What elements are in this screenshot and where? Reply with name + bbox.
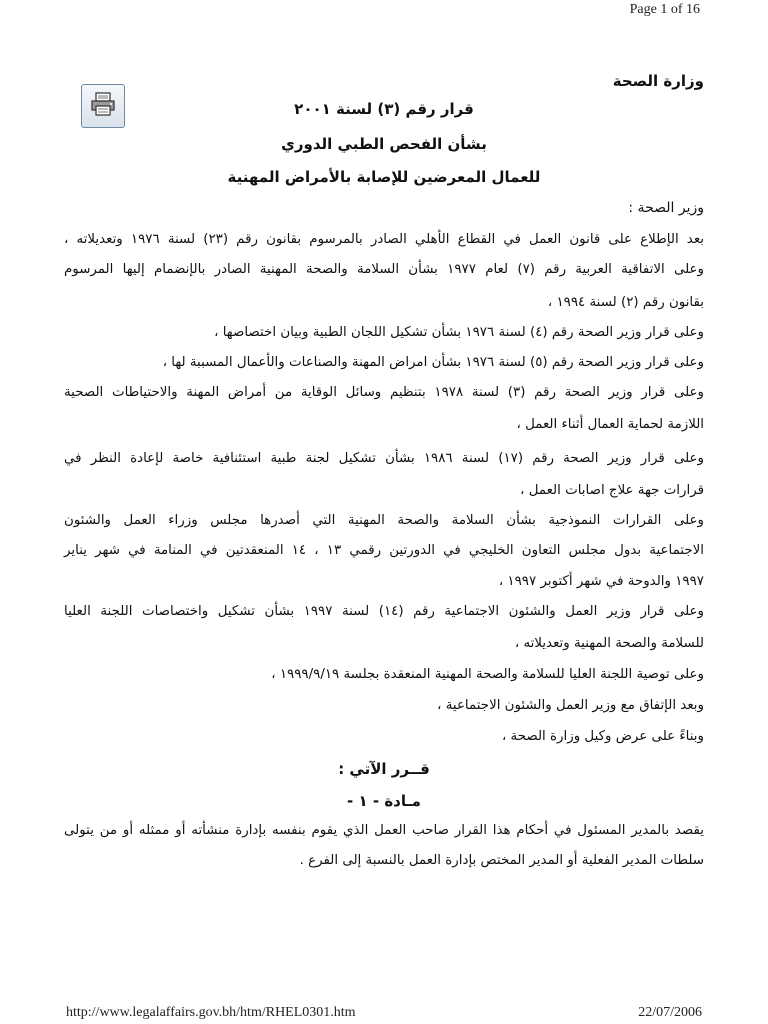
article-heading: مـادة - ١ -: [347, 792, 421, 810]
preamble-line: وعلى القرارات النموذجية بشأن السلامة والصحة المهنية التي أصدرها مجلس وزراء العمل والشئون: [64, 513, 704, 528]
decree-subject-continued: للعمال المعرضين للإصابة بالأمراض المهنية: [227, 168, 541, 186]
decree-document: [64, 0, 704, 1024]
decree-subject: بشأن الفحص الطبي الدوري: [281, 135, 487, 153]
preamble-line: وعلى قرار وزير الصحة رقم (٣) لسنة ١٩٧٨ بتنظيم وسائل الوقاية من أمراض المهنة والاحتياطات الصحية: [64, 385, 704, 400]
print-date: 22/07/2006: [638, 1005, 702, 1020]
decision-heading: قــرر الآتي :: [338, 760, 430, 778]
minister-line: وزير الصحة :: [628, 200, 704, 216]
page-number: Page 1 of 16: [629, 2, 700, 17]
preamble-line: وبناءً على عرض وكيل وزارة الصحة ،: [501, 729, 704, 744]
preamble-line: الاجتماعية بدول مجلس التعاون الخليجي في الدورتين رقمي ١٣ ، ١٤ المنعقدتين في المنامة في شهر يناير: [64, 543, 704, 558]
preamble-line: بعد الإطلاع على قانون العمل في القطاع الأهلي الصادر بالمرسوم بقانون رقم (٢٣) لسنة ١٩٧٦ وتعديلاته ،: [64, 232, 705, 247]
preamble-line: ١٩٩٧ والدوحة في شهر أكتوبر ١٩٩٧ ،: [498, 574, 704, 589]
preamble-line: وعلى قرار وزير العمل والشئون الاجتماعية رقم (١٤) لسنة ١٩٩٧ بشأن تشكيل واختصاصات اللجنة العليا: [64, 604, 704, 619]
preamble-line: وعلى قرار وزير الصحة رقم (٥) لسنة ١٩٧٦ بشأن امراض المهنة والصناعات والأعمال المسببة لها ،: [162, 355, 704, 370]
article-line: سلطات المدير الفعلية أو المدير المختص بإدارة العمل بالنسبة إلى الفرع .: [299, 853, 704, 868]
preamble-line: وعلى الاتفاقية العربية رقم (٧) لعام ١٩٧٧ بشأن السلامة والصحة المهنية الصادر بالإنضمام إليها المرسوم: [64, 262, 704, 277]
preamble-line: وعلى توصية اللجنة العليا للسلامة والصحة المهنية المنعقدة بجلسة ١٩٩٩/٩/١٩ ،: [271, 667, 704, 682]
preamble-line: وعلى قرار وزير الصحة رقم (١٧) لسنة ١٩٨٦ بشأن تشكيل لجنة طبية استئنافية خاصة لإعادة النظر في: [64, 451, 704, 466]
decree-title: قرار رقم (٣) لسنة ٢٠٠١: [294, 100, 474, 118]
preamble-line: للسلامة والصحة المهنية وتعديلاته ،: [514, 636, 704, 651]
preamble-line: اللازمة لحماية العمال أثناء العمل ،: [516, 417, 704, 432]
preamble-line: قرارات جهة علاج اصابات العمل ،: [520, 483, 704, 498]
ministry-name: وزارة الصحة: [612, 72, 704, 90]
preamble-line: وعلى قرار وزير الصحة رقم (٤) لسنة ١٩٧٦ بشأن تشكيل اللجان الطبية وبيان اختصاصها ،: [214, 325, 704, 340]
preamble-line: وبعد الإتفاق مع وزير العمل والشئون الاجتماعية ،: [437, 698, 704, 713]
source-url[interactable]: http://www.legalaffairs.gov.bh/htm/RHEL0301.htm: [66, 1005, 356, 1020]
preamble-line: بقانون رقم (٢) لسنة ١٩٩٤ ،: [547, 295, 704, 310]
article-line: يقصد بالمدير المسئول في أحكام هذا القرار صاحب العمل الذي يقوم بنفسه بإدارة منشأته أو ممثله أو من يتولى: [64, 823, 704, 838]
